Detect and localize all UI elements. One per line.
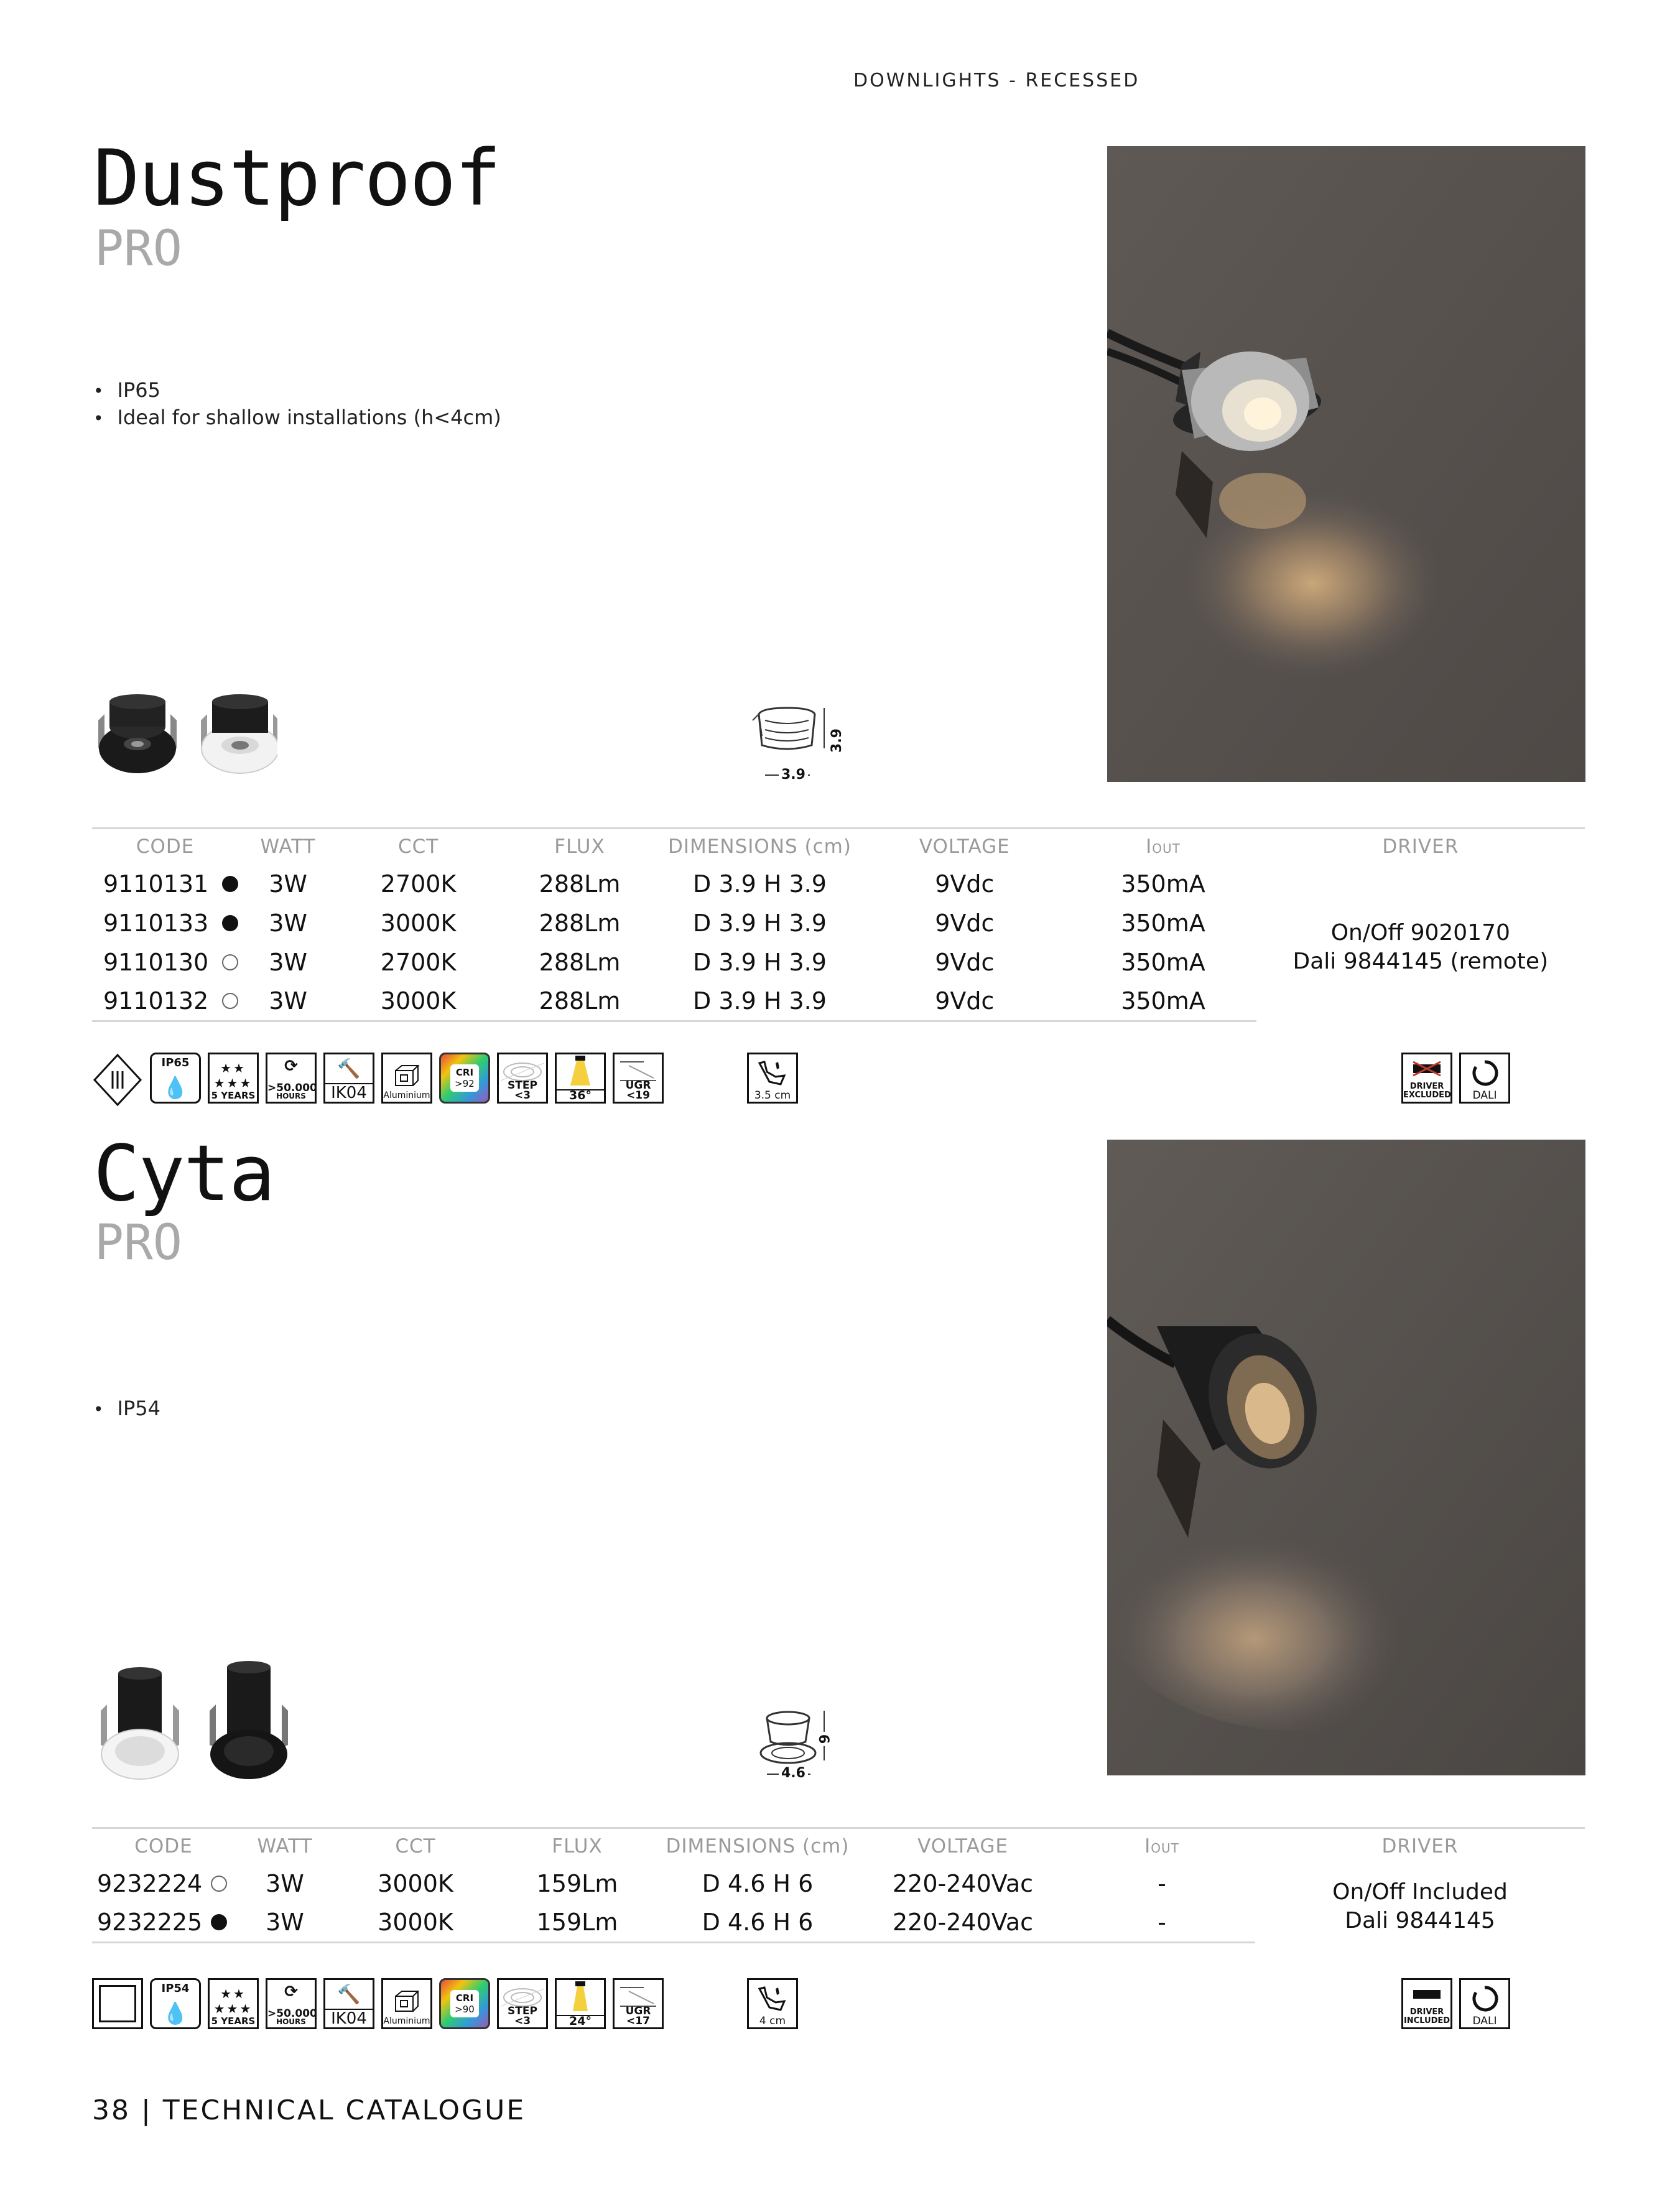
beam-angle-icon: 24° (555, 1978, 606, 2029)
cct-cell: 3000K (338, 982, 499, 1021)
black-fixture-image (210, 1661, 288, 1779)
ip-rating-icon: IP54 💧 (150, 1978, 201, 2029)
product-code: 9110131 (103, 870, 209, 898)
height-label: 3.9 (829, 726, 845, 755)
driver-line: On/Off 9020170 (1330, 919, 1510, 946)
cri-icon: CRI >92 (439, 1053, 490, 1104)
col-header-voltage: VOLTAGE (857, 1828, 1069, 1864)
voltage-cell: 220-240Vac (893, 1870, 1033, 1897)
watt-cell: 3W (269, 949, 307, 976)
product-photo (1107, 1140, 1585, 1775)
dali-icon: DALI (1459, 1053, 1510, 1104)
table-row (92, 1864, 1585, 1904)
feature-list (93, 377, 501, 432)
cct-cell: 3000K (380, 909, 457, 937)
ugr-icon: UGR <19 (613, 1053, 664, 1104)
height-label: 6 (815, 1732, 831, 1746)
col-header-iout: IOUT (1069, 1828, 1255, 1864)
flux-cell: 288Lm (499, 982, 660, 1021)
product-thumbnails (93, 1661, 299, 1785)
feature-item: • IP65 (93, 377, 501, 404)
ugr-icon: UGR <17 (613, 1978, 664, 2029)
driver-line: Dali 9844145 (1345, 1907, 1495, 1933)
col-header-voltage: VOLTAGE (859, 829, 1070, 865)
macadam-step-icon: STEP <3 (497, 1053, 548, 1104)
dali-icon: DALI (1459, 1978, 1510, 2029)
voltage-cell: 9Vdc (935, 909, 995, 937)
lifetime-icon: ⟳ >50.000 HOURS (266, 1978, 317, 2029)
cct-cell: 2700K (380, 870, 457, 898)
product-photo (1107, 146, 1585, 782)
flux-cell: 288Lm (539, 909, 621, 937)
cct-cell: 3000K (335, 1904, 496, 1943)
material-icon: Aluminium (381, 1978, 432, 2029)
col-header-flux: FLUX (499, 829, 660, 865)
col-header-iout: IOUT (1070, 829, 1256, 865)
driver-icons (1401, 1978, 1510, 2029)
feature-item: • IP54 (93, 1395, 160, 1423)
spec-table (92, 827, 1585, 1022)
product-code: 9232225 (97, 1909, 203, 1937)
voltage-cell: 9Vdc (935, 870, 995, 898)
ip-rating-icon: IP65 💧 (150, 1053, 201, 1104)
product-subtitle: PRO (95, 1215, 182, 1271)
product-title: Dustproof (93, 134, 500, 223)
watt-cell: 3W (269, 909, 307, 937)
dimensions-cell: D 3.9 H 3.9 (661, 982, 860, 1021)
flux-cell: 288Lm (539, 870, 621, 898)
white-fixture-image (201, 694, 277, 773)
col-header-driver: DRIVER (1255, 1828, 1585, 1864)
iout-cell: - (1069, 1904, 1255, 1943)
warranty-icon: ★★ ★★★ 5 YEARS (208, 1978, 259, 2029)
beam-angle-icon: 36° (555, 1053, 606, 1104)
product-code: 9110133 (103, 909, 209, 937)
feature-icons (92, 1053, 798, 1107)
col-header-cct: CCT (335, 1828, 496, 1864)
diameter-label: 3.9 (779, 767, 808, 783)
col-header-cct: CCT (338, 829, 499, 865)
class-ii-icon (92, 1978, 143, 2029)
warranty-icon: ★★ ★★★ 5 YEARS (208, 1053, 259, 1104)
diameter-label: 4.6 (779, 1765, 808, 1781)
black-finish-dot (222, 915, 238, 931)
col-header-dimensions: DIMENSIONS (cm) (658, 1828, 857, 1864)
product-title: Cyta (93, 1129, 274, 1219)
impact-rating-icon: 🔨 IK04 (323, 1978, 374, 2029)
product-code: 9110130 (103, 949, 209, 976)
section-header: DOWNLIGHTS - RECESSED (853, 70, 1140, 91)
dimensions-cell: D 3.9 H 3.9 (693, 870, 827, 898)
dimensions-cell: D 4.6 H 6 (702, 1870, 814, 1897)
cutout-icon: 4 cm (747, 1978, 798, 2029)
black-fixture-image (98, 694, 177, 773)
white-finish-dot (222, 993, 238, 1009)
driver-line: On/Off Included (1332, 1879, 1508, 1905)
watt-cell: 3W (235, 1904, 335, 1943)
white-fixture-image (101, 1667, 179, 1779)
flux-cell: 288Lm (539, 949, 621, 976)
feature-item: • Ideal for shallow installations (h<4cm) (93, 404, 501, 432)
col-header-driver: DRIVER (1256, 829, 1585, 865)
product-thumbnails (91, 689, 277, 776)
voltage-cell: 220-240Vac (857, 1904, 1069, 1943)
class-iii-icon (92, 1053, 143, 1107)
flux-cell: 159Lm (536, 1870, 618, 1897)
driver-cell (1255, 1864, 1585, 1943)
driver-line: Dali 9844145 (remote) (1292, 948, 1549, 974)
black-finish-dot (222, 876, 238, 892)
voltage-cell: 9Vdc (935, 949, 995, 976)
page-footer: 38 | TECHNICAL CATALOGUE (92, 2095, 526, 2126)
iout-cell: - (1158, 1870, 1166, 1897)
flux-cell: 159Lm (496, 1904, 658, 1943)
iout-cell: 350mA (1121, 870, 1205, 898)
col-header-flux: FLUX (496, 1828, 658, 1864)
col-header-dimensions: DIMENSIONS (cm) (661, 829, 860, 865)
material-icon: Aluminium (381, 1053, 432, 1104)
feature-list (93, 1395, 160, 1423)
feature-icons (92, 1978, 798, 2029)
watt-cell: 3W (238, 982, 338, 1021)
dimensions-cell: D 4.6 H 6 (658, 1904, 857, 1943)
white-finish-dot (222, 954, 238, 970)
col-header-code: CODE (92, 829, 238, 865)
cri-icon: CRI >90 (439, 1978, 490, 2029)
cct-cell: 3000K (378, 1870, 453, 1897)
iout-cell: 350mA (1121, 949, 1205, 976)
iout-cell: 350mA (1070, 982, 1256, 1021)
cutout-icon: 3.5 cm (747, 1053, 798, 1104)
driver-icons (1401, 1053, 1510, 1104)
col-header-code: CODE (92, 1828, 235, 1864)
iout-cell: 350mA (1121, 909, 1205, 937)
driver-excluded-icon: DRIVER EXCLUDED (1401, 1053, 1452, 1104)
dimensions-cell: D 3.9 H 3.9 (693, 909, 827, 937)
dimensions-cell: D 3.9 H 3.9 (693, 949, 827, 976)
cct-cell: 2700K (380, 949, 457, 976)
spec-table (92, 1827, 1585, 1943)
col-header-watt: WATT (238, 829, 338, 865)
product-subtitle: PRO (95, 221, 182, 277)
white-finish-dot (211, 1876, 227, 1892)
product-code: 9110132 (103, 987, 209, 1015)
product-code: 9232224 (97, 1870, 203, 1897)
macadam-step-icon: STEP <3 (497, 1978, 548, 2029)
driver-cell (1256, 865, 1585, 1021)
watt-cell: 3W (269, 870, 307, 898)
black-finish-dot (211, 1914, 227, 1930)
col-header-watt: WATT (235, 1828, 335, 1864)
table-row (92, 865, 1585, 904)
impact-rating-icon: 🔨 IK04 (323, 1053, 374, 1104)
watt-cell: 3W (266, 1870, 304, 1897)
lifetime-icon: ⟳ >50.000 HOURS (266, 1053, 317, 1104)
driver-included-icon: DRIVER INCLUDED (1401, 1978, 1452, 2029)
voltage-cell: 9Vdc (859, 982, 1070, 1021)
